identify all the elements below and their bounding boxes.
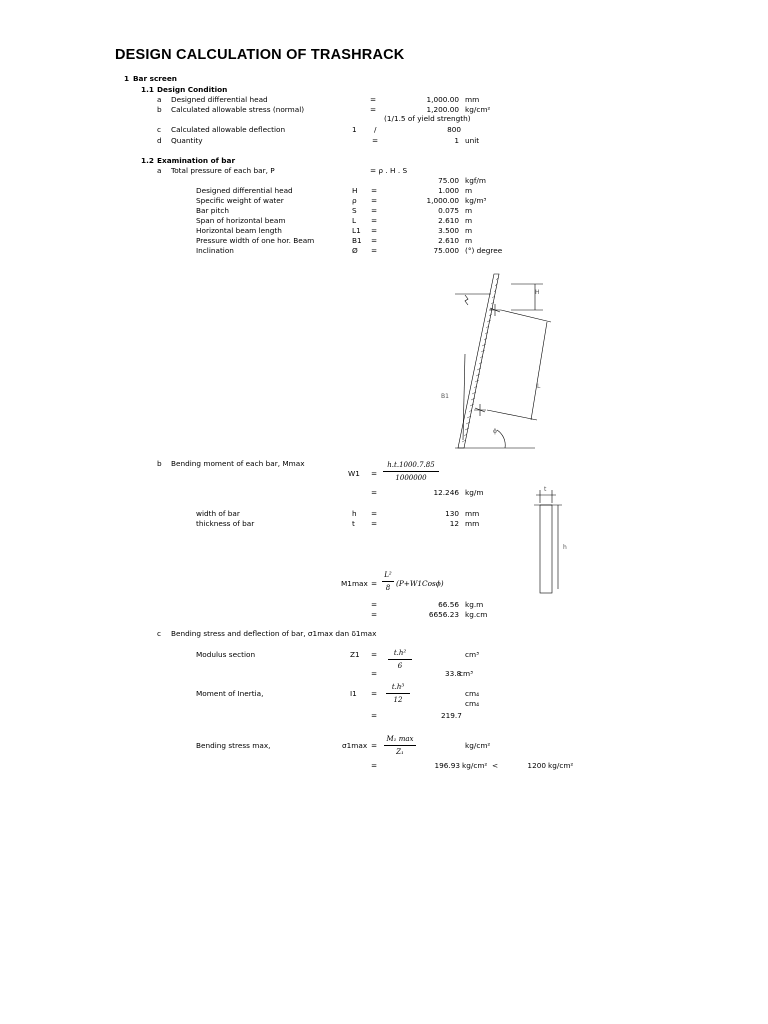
bending-label: Bending stress max, [196, 741, 271, 750]
param-equals: = [371, 186, 378, 195]
param-unit: m [465, 186, 473, 195]
inertia-value: 219.7 [441, 711, 462, 720]
inertia-formula: t.h³ 12 [386, 683, 410, 704]
section-1-2-number: 1.2 [141, 156, 154, 165]
page-title: DESIGN CALCULATION OF TRASHRACK [115, 47, 405, 63]
inertia-symbol: I1 [350, 689, 357, 698]
m1max-fraction: L² 8 [382, 571, 394, 592]
param-label: Horizontal beam length [196, 226, 282, 235]
yield-note: (1/1.5 of yield strength) [384, 114, 471, 123]
modulus-value: 33.8 [445, 669, 462, 678]
w1-symbol: W1 [348, 469, 360, 478]
param-symbol: ρ [352, 196, 357, 205]
pressure-letter: a [157, 166, 162, 175]
dim-label-h: H [535, 289, 540, 296]
param-unit: m [465, 206, 473, 215]
param-value: 2.610 [438, 236, 459, 245]
water-level-mark [465, 295, 468, 305]
pressure-label: Total pressure of each bar, P [171, 166, 275, 175]
pressure-value: 75.00 [438, 176, 459, 185]
moment-letter: b [157, 459, 162, 468]
dim-label-b1: B1 [441, 393, 449, 400]
param-value: 1.000 [438, 186, 459, 195]
modulus-equals: = [371, 650, 378, 659]
param-equals: = [371, 236, 378, 245]
param-symbol: L1 [352, 226, 361, 235]
param-equals: = [371, 246, 378, 255]
param-unit: (°) degree [465, 246, 503, 255]
inertia-unit-b: cm₄ [465, 699, 480, 708]
param-label: Bar pitch [196, 206, 229, 215]
w1-equals-2: = [371, 488, 378, 497]
inertia-unit-a: cm₄ [465, 689, 480, 698]
param-unit: m [465, 226, 473, 235]
bending-symbol: σ1max [342, 741, 368, 750]
param-symbol: S [352, 206, 357, 215]
w1-formula: h.t.1000.7.85 1000000 [383, 461, 439, 482]
dim-label-h2: h [563, 544, 567, 551]
param-unit: kg/m³ [465, 196, 487, 205]
param-symbol: B1 [352, 236, 362, 245]
bending-value: 196.93 [434, 761, 460, 770]
modulus-symbol: Z1 [350, 650, 360, 659]
inertia-equals-2: = [371, 711, 378, 720]
param-unit: m [465, 236, 473, 245]
m1max-symbol: M1max [341, 579, 368, 588]
param-label: Pressure width of one hor. Beam [196, 236, 315, 245]
bending-equals: = [371, 741, 378, 750]
param-value: 3.500 [438, 226, 459, 235]
bending-unit: kg/cm² [465, 741, 491, 750]
param-value: 0.075 [438, 206, 459, 215]
section-1-title: Bar screen [133, 74, 177, 83]
bending-limit-unit: kg/cm² [548, 761, 574, 770]
param-equals: = [371, 226, 378, 235]
bar-screen [458, 274, 499, 448]
bending-limit: 1200 [527, 761, 546, 770]
inertia-equals: = [371, 689, 378, 698]
trashrack-diagram [425, 270, 565, 455]
bending-less-than: < [492, 761, 499, 770]
param-label: Inclination [196, 246, 234, 255]
section-1-1-title: Design Condition [157, 85, 228, 94]
param-equals: = [371, 196, 378, 205]
modulus-label: Modulus section [196, 650, 256, 659]
w1-unit: kg/m [465, 488, 484, 497]
param-value: 75.000 [433, 246, 459, 255]
param-equals: = [371, 216, 378, 225]
inclination-arc [497, 430, 505, 448]
param-symbol: L [352, 216, 357, 225]
modulus-equals-2: = [371, 669, 378, 678]
dim-label-l: L [537, 383, 541, 390]
param-symbol: H [352, 186, 358, 195]
stress-letter: c [157, 629, 162, 638]
section-1-2-title: Examination of bar [157, 156, 236, 165]
section-1-number: 1 [124, 74, 130, 83]
bending-unit-2: kg/cm² [462, 761, 488, 770]
dim-label-t: t [544, 486, 547, 493]
param-equals: = [371, 206, 378, 215]
bar-hatching [462, 278, 498, 442]
lower-beam [474, 404, 486, 416]
param-label: Designed differential head [196, 186, 293, 195]
modulus-formula: t.h² 6 [388, 649, 412, 670]
param-label: Span of horizontal beam [196, 216, 286, 225]
param-value: 2.610 [438, 216, 459, 225]
w1-value: 12.246 [433, 488, 459, 497]
param-unit: m [465, 216, 473, 225]
w1-equals: = [371, 469, 378, 478]
param-value: 1,000.00 [426, 196, 459, 205]
param-label: Specific weight of water [196, 196, 284, 205]
bar-section-rect [540, 505, 552, 593]
bar-section-diagram [520, 485, 575, 597]
stress-label: Bending stress and deflection of bar, σ1max dan δ1max [171, 629, 377, 638]
param-symbol: Ø [352, 246, 358, 255]
inertia-label: Moment of Inertia, [196, 689, 264, 698]
modulus-unit-2: cm³ [459, 669, 474, 678]
moment-label: Bending moment of each bar, Mmax [171, 459, 305, 468]
pressure-formula: = ρ . H . S [370, 166, 408, 175]
bending-equals-2: = [371, 761, 378, 770]
modulus-unit: cm³ [465, 650, 480, 659]
section-1-1-number: 1.1 [141, 85, 154, 94]
bending-formula: M₁ max Z₁ [384, 735, 416, 756]
m1max-tail: (P+W1Cosϕ) [396, 579, 444, 588]
pressure-unit: kgf/m [465, 176, 486, 185]
m1max-equals: = [371, 579, 378, 588]
dim-label-phi: ϕ [493, 428, 497, 435]
